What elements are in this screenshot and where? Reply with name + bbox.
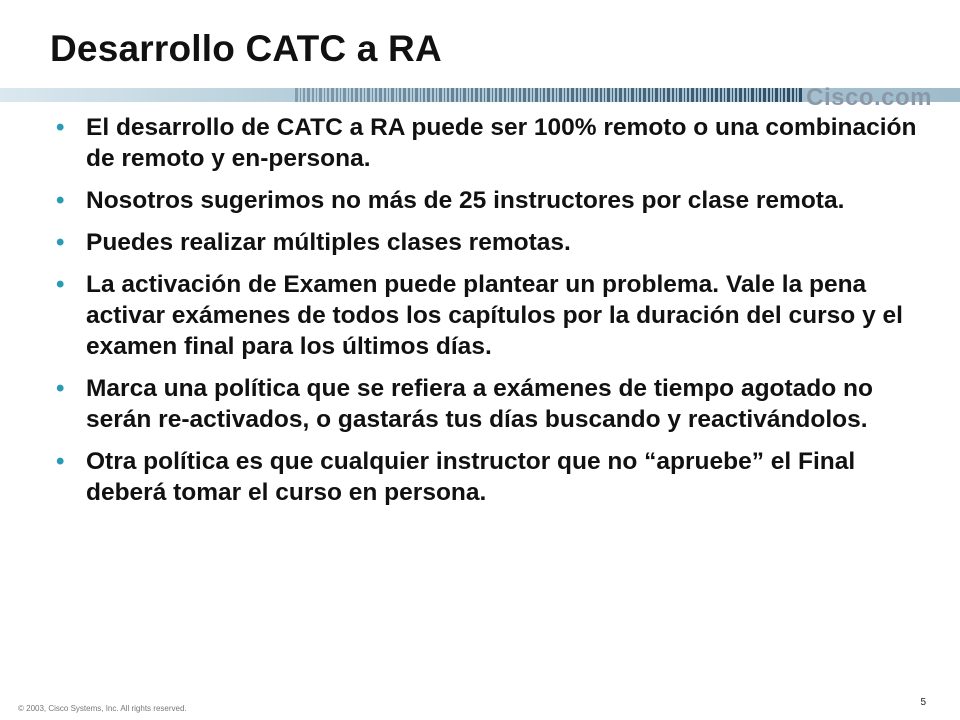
band-stripe (408, 88, 410, 102)
band-stripe (672, 88, 674, 102)
band-stripe (444, 88, 445, 102)
bullet-text: El desarrollo de CATC a RA puede ser 100% remoto o una combinación de remoto y en-persona. (86, 114, 917, 172)
band-stripe (316, 88, 317, 102)
band-stripe (628, 88, 629, 102)
cisco-logo: Cisco.com (806, 84, 932, 111)
band-stripe (588, 88, 589, 102)
band-stripe (528, 88, 530, 102)
band-stripe (556, 88, 557, 102)
page-number: 5 (920, 697, 926, 708)
slide-title: Desarrollo CATC a RA (50, 28, 442, 69)
band-stripe (792, 88, 794, 102)
band-stripe (415, 88, 418, 102)
band-stripe (619, 88, 622, 102)
band-stripe (631, 88, 634, 102)
band-stripe (676, 88, 677, 102)
bullet-marker: • (56, 114, 65, 141)
band-stripe (492, 88, 493, 102)
band-stripe (463, 88, 466, 102)
bullet-item (56, 373, 936, 435)
band-stripe (667, 88, 670, 102)
band-stripe (739, 88, 742, 102)
band-stripe (456, 88, 458, 102)
band-stripe (703, 88, 706, 102)
band-stripe (763, 88, 766, 102)
band-stripe (696, 88, 698, 102)
band-stripe (355, 88, 358, 102)
band-stripe (487, 88, 490, 102)
band-stripe (639, 88, 641, 102)
band-stripe (552, 88, 554, 102)
bullet-text: Otra política es que cualquier instructor que no “apruebe” el Final deberá tomar el curso en persona. (86, 448, 856, 506)
bullet-marker: • (56, 448, 65, 475)
band-stripe (543, 88, 545, 102)
band-stripe (523, 88, 526, 102)
bullet-text: Puedes realizar múltiples clases remotas. (86, 229, 571, 256)
band-stripe (780, 88, 781, 102)
band-stripe (384, 88, 386, 102)
band-stripe (391, 88, 394, 102)
bullet-list (56, 112, 936, 519)
band-stripe (604, 88, 605, 102)
band-stripe (751, 88, 754, 102)
band-stripe (403, 88, 406, 102)
bullet-marker: • (56, 375, 65, 402)
band-stripe (759, 88, 761, 102)
band-stripe (643, 88, 646, 102)
bullet-marker: • (56, 271, 65, 298)
band-stripe (348, 88, 349, 102)
band-stripe (648, 88, 650, 102)
band-stripe (655, 88, 658, 102)
bullet-item (56, 185, 936, 216)
band-stripe (360, 88, 362, 102)
band-stripe (519, 88, 521, 102)
band-stripe (636, 88, 637, 102)
bullet-text: Marca una política que se refiera a exámenes de tiempo agotado no serán re-activados, o gastarás tus días buscando y reactivándolos. (86, 375, 873, 433)
band-stripe (720, 88, 722, 102)
band-stripe (372, 88, 373, 102)
band-stripe (447, 88, 449, 102)
band-stripe (691, 88, 694, 102)
band-stripe (796, 88, 797, 102)
band-stripe (511, 88, 514, 102)
band-stripe (504, 88, 506, 102)
band-stripe (744, 88, 746, 102)
band-stripe (423, 88, 425, 102)
band-stripe (535, 88, 538, 102)
band-stripe (295, 88, 298, 102)
band-stripe (583, 88, 586, 102)
band-stripe (343, 88, 346, 102)
band-stripe (319, 88, 322, 102)
bullet-marker: • (56, 187, 65, 214)
band-stripe (787, 88, 790, 102)
band-stripe (340, 88, 341, 102)
band-stripe (775, 88, 778, 102)
band-stripe (607, 88, 610, 102)
band-stripe (571, 88, 574, 102)
band-stripe (624, 88, 626, 102)
band-stripe (768, 88, 770, 102)
band-stripe (756, 88, 757, 102)
band-stripe (595, 88, 598, 102)
band-stripe (312, 88, 314, 102)
band-stripe (499, 88, 502, 102)
bullet-item (56, 227, 936, 258)
band-stripe (708, 88, 709, 102)
band-stripe (799, 88, 802, 102)
band-stripe (379, 88, 382, 102)
band-stripe (336, 88, 338, 102)
band-stripe (772, 88, 773, 102)
band-stripe (375, 88, 377, 102)
bullet-text: La activación de Examen puede plantear un problema. Vale la pena activar exámenes de todos los capítulos por la duración del curso y el examen final para los últimos días. (86, 271, 903, 360)
band-stripe (495, 88, 497, 102)
band-stripe (475, 88, 478, 102)
band-stripe (580, 88, 581, 102)
band-stripe (735, 88, 737, 102)
band-stripe (364, 88, 365, 102)
band-stripe (351, 88, 353, 102)
band-stripe (468, 88, 469, 102)
band-stripe (399, 88, 401, 102)
band-stripe (679, 88, 682, 102)
band-stripe (451, 88, 454, 102)
band-stripe (615, 88, 617, 102)
band-stripe (724, 88, 725, 102)
band-stripe (700, 88, 701, 102)
band-stripe (300, 88, 301, 102)
band-stripe (727, 88, 730, 102)
band-stripe (559, 88, 562, 102)
band-stripe (484, 88, 485, 102)
band-stripe (532, 88, 533, 102)
band-stripe (303, 88, 305, 102)
band-stripe (652, 88, 653, 102)
band-stripe (715, 88, 718, 102)
band-stripe (663, 88, 665, 102)
band-stripe (540, 88, 541, 102)
band-stripe (480, 88, 482, 102)
band-stripe (576, 88, 578, 102)
band-stripe (420, 88, 421, 102)
band-stripe (612, 88, 613, 102)
band-stripe (783, 88, 785, 102)
band-stripe (600, 88, 602, 102)
bullet-item (56, 446, 936, 508)
band-stripe (567, 88, 569, 102)
band-stripe (748, 88, 749, 102)
band-stripe (687, 88, 689, 102)
band-stripe (367, 88, 370, 102)
band-stripe (660, 88, 661, 102)
band-stripe (307, 88, 310, 102)
band-stripe (427, 88, 430, 102)
band-stripe (439, 88, 442, 102)
band-stripe (711, 88, 713, 102)
band-stripe (471, 88, 473, 102)
band-stripe (564, 88, 565, 102)
band-stripe (732, 88, 733, 102)
band-stripe (591, 88, 593, 102)
band-stripe (324, 88, 325, 102)
band-stripe (460, 88, 461, 102)
bullet-item (56, 269, 936, 362)
band-stripe (508, 88, 509, 102)
band-stripe (684, 88, 685, 102)
band-stripe (396, 88, 397, 102)
footer-copyright: © 2003, Cisco Systems, Inc. All rights reserved. (18, 704, 187, 713)
band-stripe (327, 88, 329, 102)
band-stripe (412, 88, 413, 102)
band-stripe (388, 88, 389, 102)
bullet-item (56, 112, 936, 174)
band-stripe (436, 88, 437, 102)
band-stripe (331, 88, 334, 102)
band-stripe (547, 88, 550, 102)
bullet-marker: • (56, 229, 65, 256)
band-stripe (516, 88, 517, 102)
band-stripe (432, 88, 434, 102)
bullet-text: Nosotros sugerimos no más de 25 instructores por clase remota. (86, 187, 845, 214)
